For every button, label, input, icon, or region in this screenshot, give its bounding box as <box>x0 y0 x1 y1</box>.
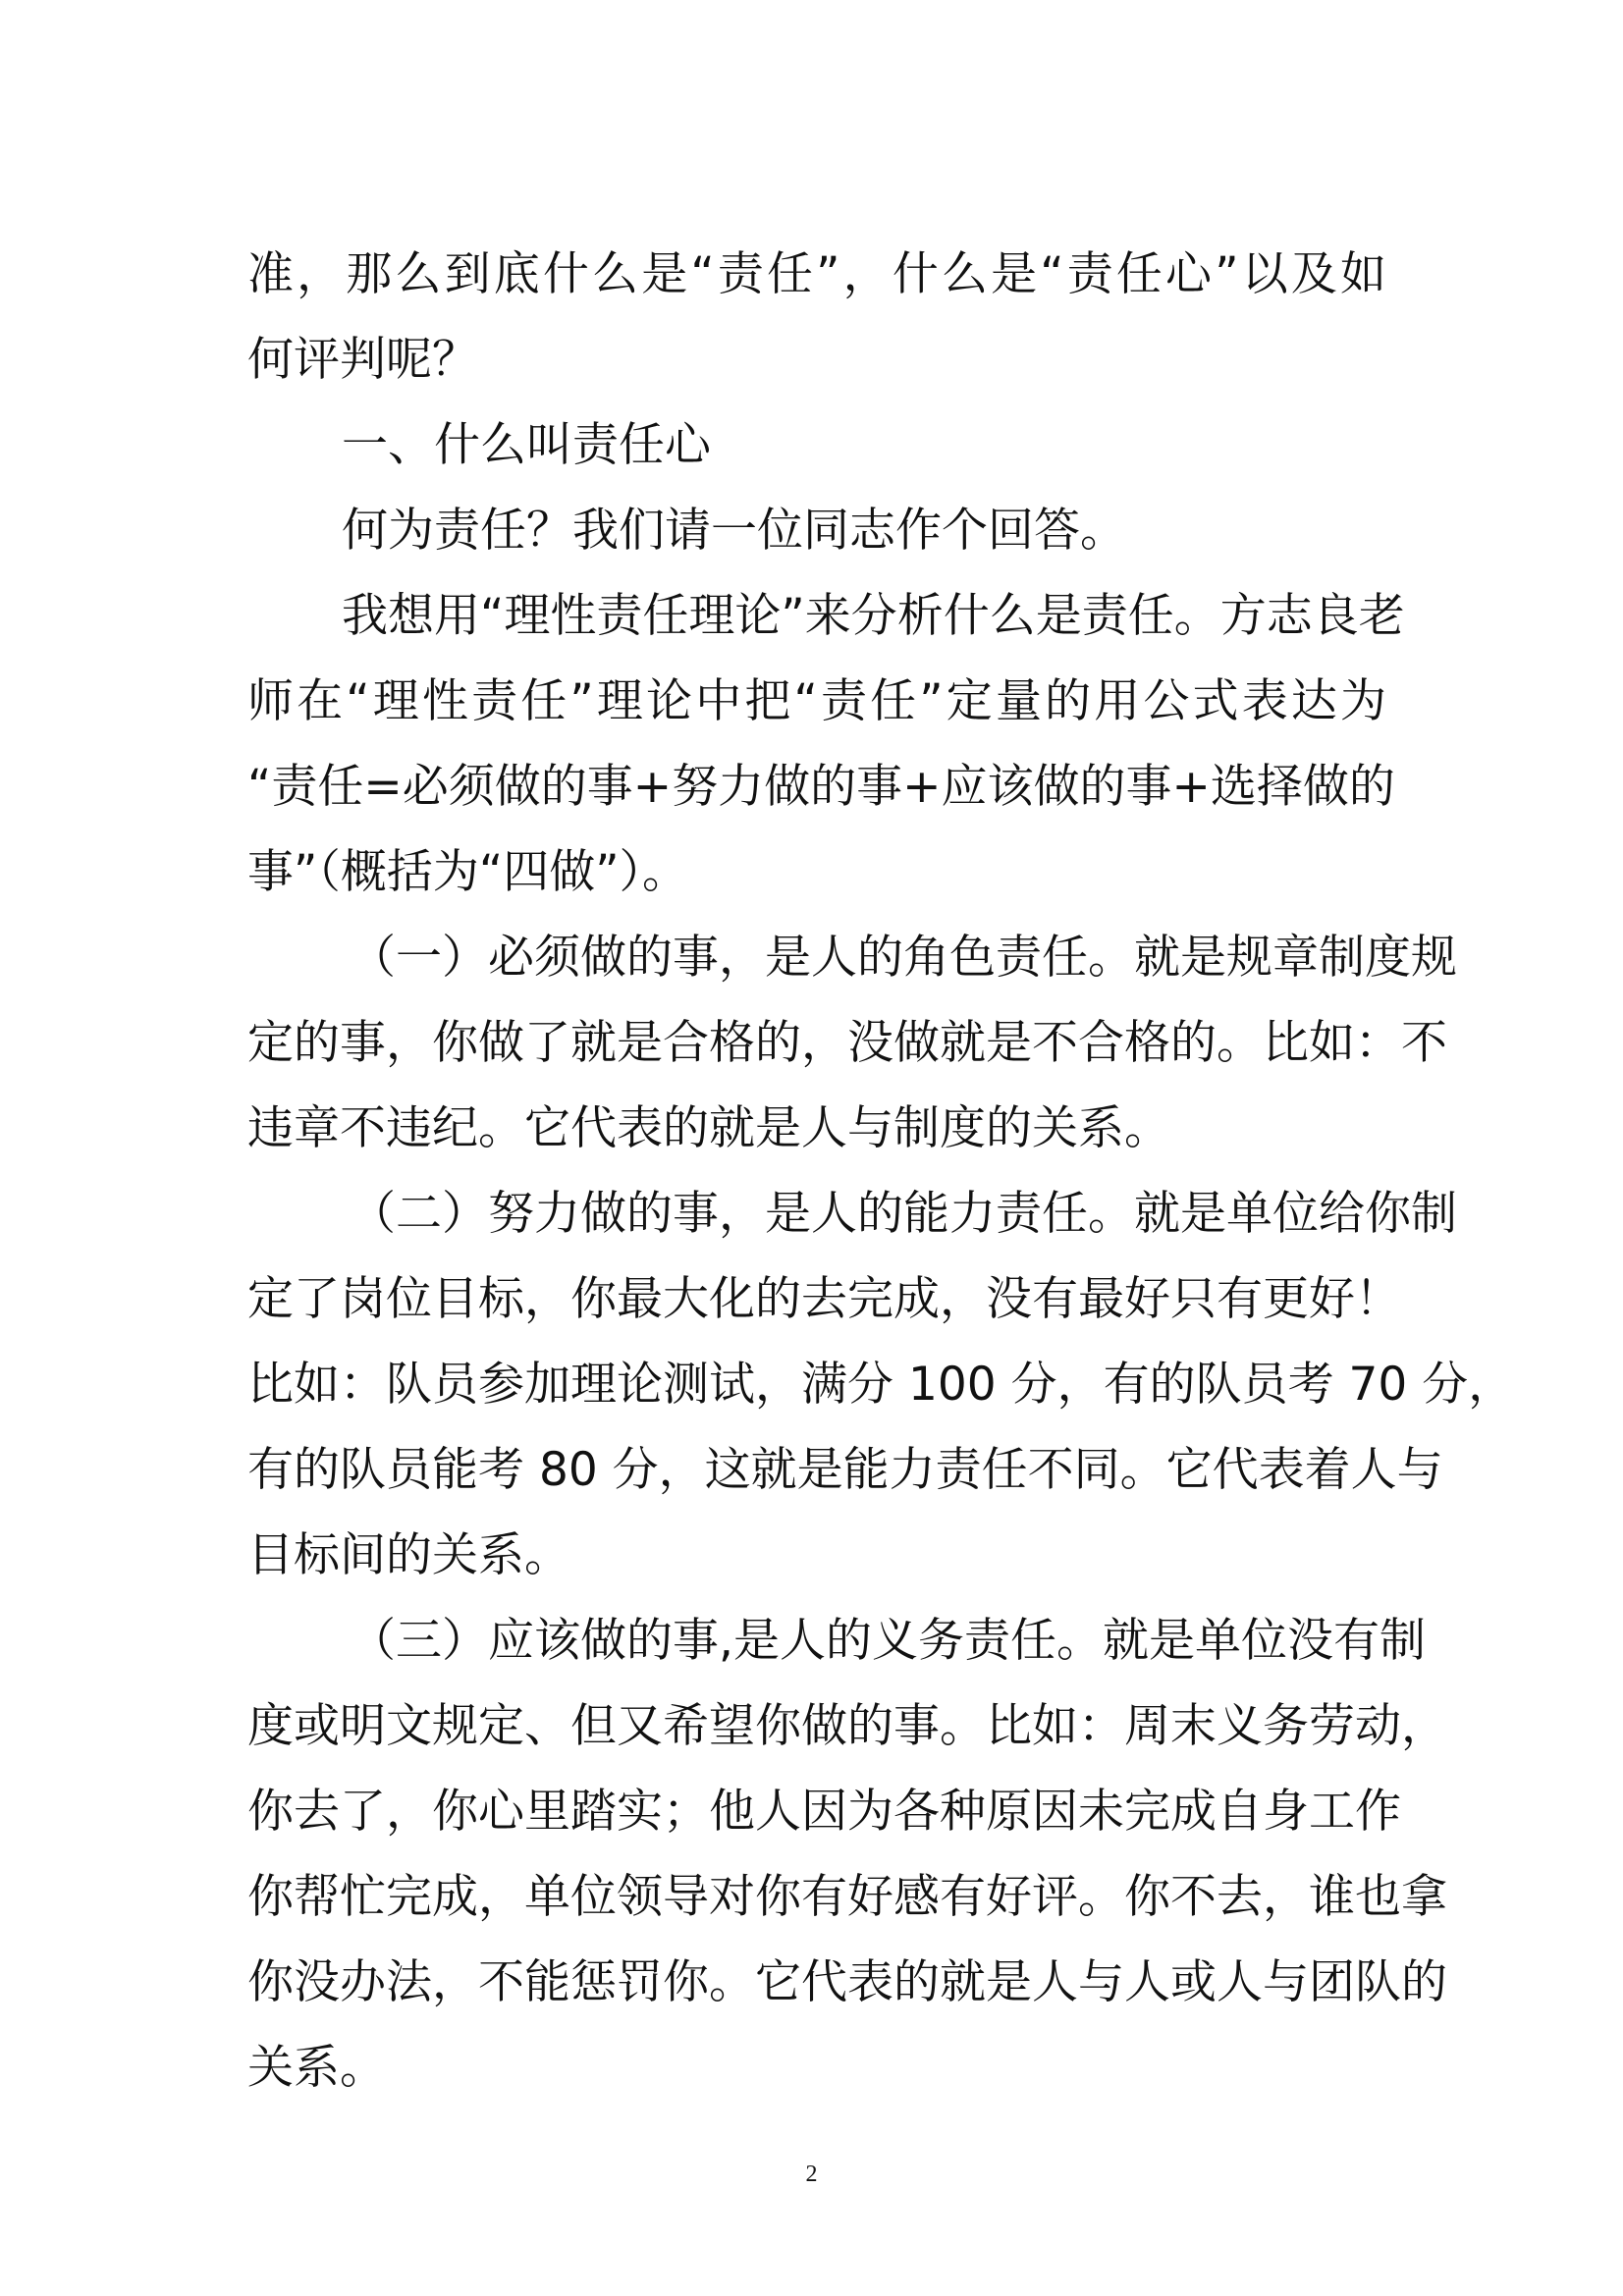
paragraph-line: 目标间的关系。 <box>247 1528 570 1582</box>
paragraph-line: 比如：队员参加理论测试，满分 100 分，有的队员考 70 分， <box>247 1358 1515 1412</box>
paragraph-line: 度或明文规定、但又希望你做的事。比如：周末义务劳动， <box>247 1699 1447 1753</box>
paragraph-line: “责任=必须做的事+努力做的事+应该做的事+选择做的 <box>247 760 1395 814</box>
document-body <box>247 232 1515 2110</box>
paragraph-line: 何评判呢？ <box>247 333 478 387</box>
paragraph-line: 定了岗位目标，你最大化的去完成，没有最好只有更好！ <box>247 1272 1401 1326</box>
paragraph-line: 有的队员能考 80 分，这就是能力责任不同。它代表着人与 <box>247 1443 1443 1497</box>
paragraph-line: 关系。 <box>247 2041 386 2095</box>
paragraph-line: （三）应该做的事,是人的义务责任。就是单位没有制 <box>350 1614 1426 1668</box>
paragraph-line: 事”（概括为“四做”）。 <box>247 845 689 899</box>
paragraph-line: 你帮忙完成，单位领导对你有好感有好评。你不去，谁也拿 <box>247 1870 1447 1924</box>
paragraph-line: （二）努力做的事，是人的能力责任。就是单位给你制 <box>350 1187 1457 1241</box>
paragraph-line: 师在“理性责任”理论中把“责任”定量的用公式表达为 <box>247 674 1386 728</box>
paragraph-line: 我想用“理性责任理论”来分析什么是责任。方志良老 <box>342 589 1405 643</box>
section-heading: 一、什么叫责任心 <box>342 418 711 472</box>
paragraph-line: 准，那么到底什么是“责任”，什么是“责任心”以及如 <box>247 247 1386 301</box>
paragraph-line: 你去了，你心里踏实；他人因为各种原因未完成自身工作 <box>247 1785 1401 1839</box>
paragraph-line: 何为责任？我们请一位同志作个回答。 <box>342 504 1126 558</box>
paragraph-line: 违章不违纪。它代表的就是人与制度的关系。 <box>247 1101 1170 1155</box>
paragraph-line: 你没办法，不能惩罚你。它代表的就是人与人或人与团队的 <box>247 1955 1447 2009</box>
paragraph-line: 定的事，你做了就是合格的，没做就是不合格的。比如：不 <box>247 1016 1447 1070</box>
page-number: 2 <box>805 2162 818 2187</box>
paragraph-line: （一）必须做的事，是人的角色责任。就是规章制度规 <box>350 931 1457 985</box>
